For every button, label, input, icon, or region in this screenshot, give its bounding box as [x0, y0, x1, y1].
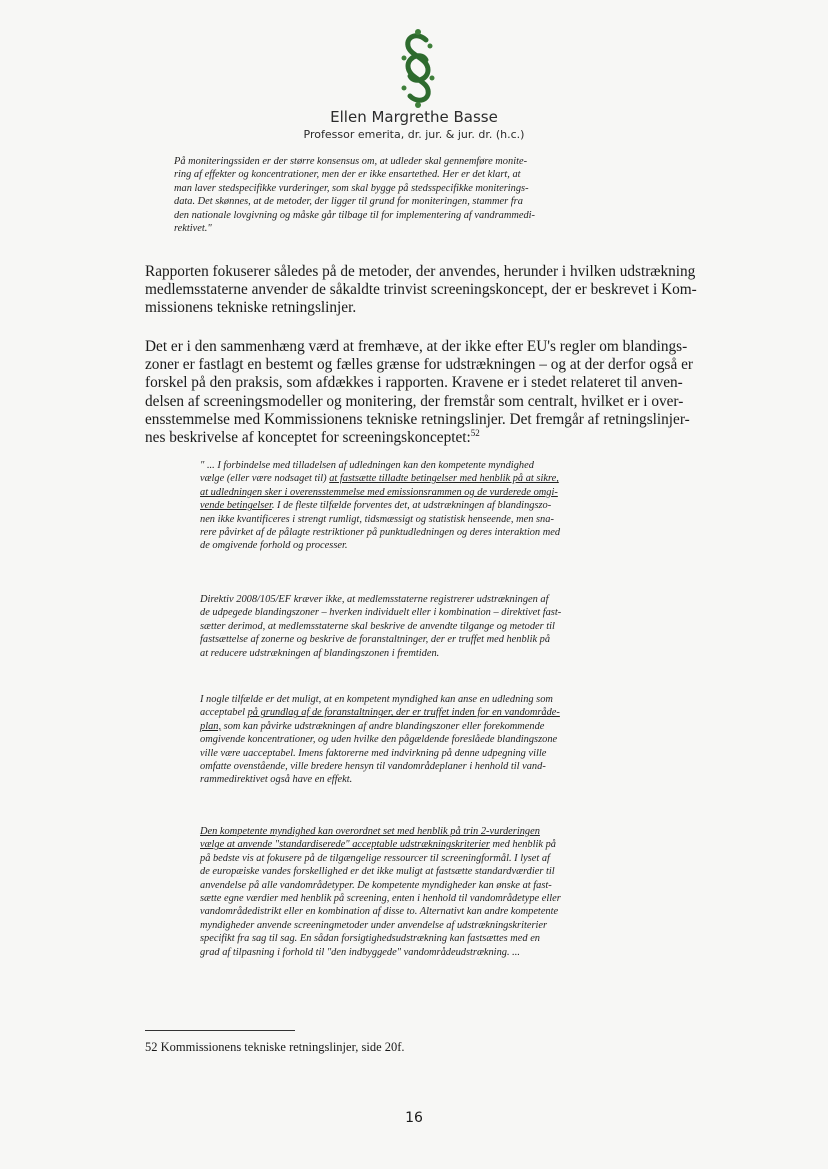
quote-line: de udpegede blandingszoner – hverken individuelt eller i kombination – direktivet fast-: [200, 607, 562, 619]
quote-line: data. Det skønnes, at de metoder, der ligger til grund for moniteringen, stammer fra: [174, 196, 523, 208]
author-name: Ellen Margrethe Basse: [330, 108, 498, 126]
quote-line: specifikt fra sag til sag. En sådan forsigtighedsudstrækning kan fastsættes med en: [200, 933, 540, 945]
footnote-divider: [145, 1030, 295, 1031]
paragraph-line: zoner er fastlagt en bestemt og fælles grænse for udstrækningen – og at der derfor også er: [145, 356, 693, 374]
quote-line: nen ikke kvantificeres i strengt rumligt, tidsmæssigt og statistisk henseende, men sna-: [200, 513, 554, 525]
underlined-text: at fastsætte tilladte betingelser med henblik på at sikre,: [329, 473, 559, 485]
underlined-text: vende betingelser: [200, 500, 272, 512]
quote-line: ville være uacceptabel. Imens faktorerne med indvirkning på denne udpegning ville: [200, 747, 547, 759]
quote-monitoring: [174, 155, 672, 235]
quote-directive: [200, 593, 672, 660]
quote-permit: [200, 459, 672, 553]
paragraph-line: medlemsstaterne anvender de såkaldte trinvist screeningskoncept, der er beskrevet i Kom-: [145, 281, 697, 299]
quote-line: [200, 486, 672, 499]
quote-line: den nationale lovgivning og måske går tilbage til for implementering af vandrammedi-: [174, 209, 536, 221]
quote-line: [200, 706, 672, 719]
paragraph-line-text: nes beskrivelse af konceptet for screeningskonceptet:: [145, 429, 471, 447]
quote-line: omfatte ovenstående, ville bredere hensyn til vandområdeplaner i henhold til vand-: [200, 761, 546, 773]
quote-line: at reducere udstrækningen af blandingszonen i fremtiden.: [200, 647, 440, 659]
quote-line: " ... I forbindelse med tilladelsen af udledningen kan den kompetente myndighed: [200, 460, 534, 471]
quote-text: vælge (eller være nodsaget til): [200, 473, 330, 485]
quote-line: de omgivende forhold og processer.: [200, 540, 348, 552]
author-title: Professor emerita, dr. jur. & jur. dr. (h.c.): [303, 128, 525, 141]
body-paragraph-context: [145, 338, 725, 447]
quote-line: [200, 838, 672, 851]
body-paragraph-report-focus: [145, 263, 725, 318]
quote-line: rere påvirket af de pålagte restriktioner på punktudledningen og deres interaktion med: [200, 527, 561, 539]
footnote: 52 Kommissionens tekniske retningslinjer, side 20f.: [145, 1040, 405, 1054]
quote-line: [200, 472, 672, 485]
quote-line: Direktiv 2008/105/EF kræver ikke, at medlemsstaterne registrerer udstrækningen af: [200, 594, 549, 605]
quote-line: rammedirektivet også have en effekt.: [200, 774, 353, 786]
paragraph-line: Det er i den sammenhæng værd at fremhæve, at der ikke efter EU's regler om blandings-: [145, 338, 688, 355]
quote-text: som kan påvirke udstrækningen af andre blandingszoner eller forekommende: [221, 720, 545, 732]
underlined-text: vælge at anvende "standardiserede" acceptable udstrækningskriterier: [200, 839, 490, 851]
footnote-reference[interactable]: 52: [470, 427, 480, 438]
paragraph-line: ensstemmelse med Kommissionens tekniske retningslinjer. Det fremgår af retningslinjer-: [145, 410, 690, 428]
quote-text: acceptabel: [200, 707, 248, 719]
paragraph-line: missionens tekniske retningslinjer.: [145, 299, 357, 317]
underlined-text: på grundlag af de foranstaltninger, der er truffet inden for en vandområde-: [247, 707, 560, 719]
paragraph-line: delsen af screeningsmodeller og monitering, der fremstår som centralt, hvilket er i over-: [145, 392, 684, 410]
quote-line: grad af tilpasning i forhold til "den indbyggede" vandområdeudstrækning. ...: [200, 946, 520, 958]
paragraph-line: Rapporten fokuserer således på de metoder, der anvendes, herunder i hvilken udstrækning: [145, 263, 696, 280]
quote-acceptable-discharge: [200, 693, 672, 787]
underlined-text: at udledningen sker i overensstemmelse med emissionsrammen og de vurderede omgi-: [200, 486, 558, 498]
quote-line: rektivet.": [174, 223, 212, 235]
quote-line: ring af effekter og koncentrationer, men der er ikke ensartethed. Her er det klart, at: [174, 169, 521, 181]
quote-line: myndigheder anvende screeningmetoder under anvendelse af udstrækningskriterier: [200, 919, 548, 931]
quote-line: I nogle tilfælde er det muligt, at en kompetent myndighed kan anse en udledning som: [200, 694, 553, 705]
quote-line: omgivende koncentrationer, og uden hvilke den pågældende foreslåede blandingszone: [200, 734, 558, 746]
quote-line: sætte egne værdier med henblik på screening, enten i henhold til vandområdetype eller: [200, 893, 561, 905]
quote-line: På moniteringssiden er der større konsensus om, at udleder skal gennemføre monite-: [174, 156, 528, 167]
quote-line: fastsættelse af zonerne og beskrive de foranstaltninger, der er truffet med henblik på: [200, 634, 551, 646]
quote-text: . I de fleste tilfælde forventes det, at udstrækningen af blandingszo-: [271, 500, 552, 512]
quote-line: [200, 499, 672, 512]
underlined-text: plan,: [200, 720, 222, 732]
paragraph-line: forskel på den praksis, som afdækkes i rapporten. Kravene er i stedet relateret til anven-: [145, 374, 683, 392]
quote-line: anvendelse på alle vandområdetyper. De kompetente myndigheder kan ønske at fast-: [200, 879, 552, 891]
quote-line: vandområdedistrikt eller en kombination af disse to. Alternativt kan andre kompetente: [200, 906, 559, 918]
quote-line: på bedste vis at fokusere på de tilgængelige ressourcer til screeningformål. I lyset af: [200, 852, 550, 864]
underlined-text: Den kompetente myndighed kan overordnet set med henblik på trin 2-vurderingen: [200, 826, 540, 837]
quote-text: med henblik på: [489, 839, 556, 851]
quote-line: [200, 825, 672, 838]
paragraph-line: [145, 429, 725, 447]
quote-line: man laver stedspecifikke vurderinger, som skal bygge på stedsspecifikke moniterings-: [174, 182, 529, 194]
section-sign-leaf-icon: [396, 28, 440, 108]
quote-line: de europæiske vandes forskellighed er det ikke muligt at fastsætte standardværdier til: [200, 866, 555, 878]
quote-line: [200, 720, 672, 733]
quote-line: sætter derimod, at medlemsstaterne skal beskrive de anvendte tilgange og metoder til: [200, 620, 555, 632]
quote-standardised-criteria: [200, 825, 672, 959]
page-number: 16: [405, 1110, 423, 1126]
